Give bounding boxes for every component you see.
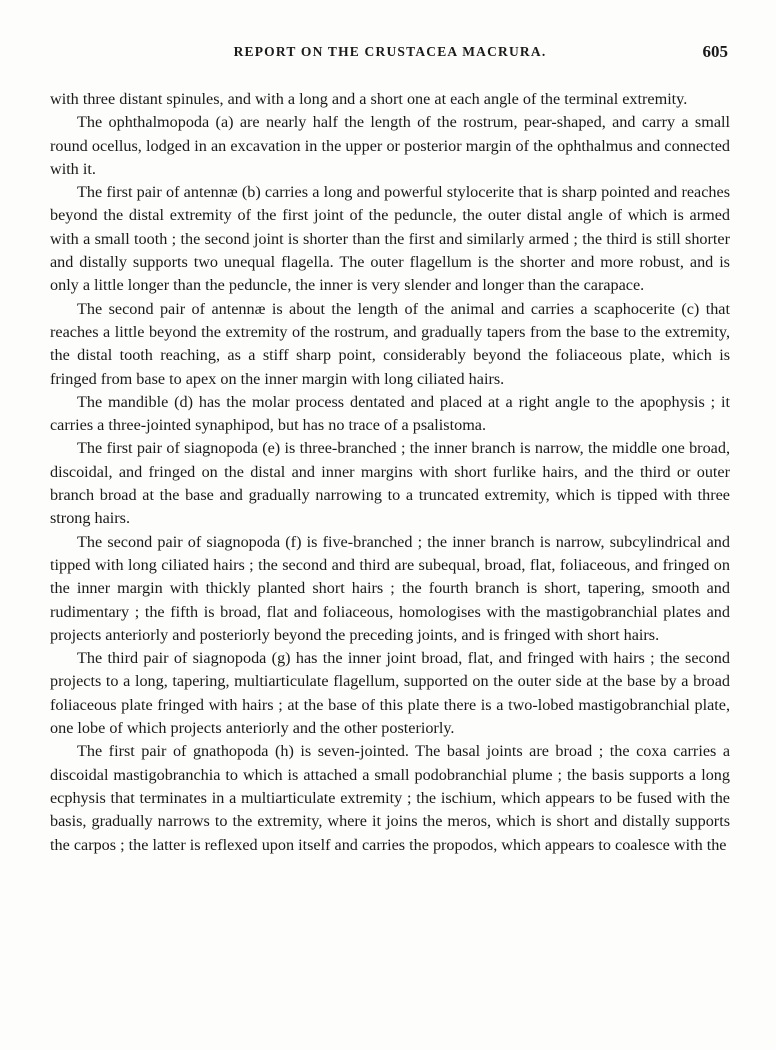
page-header bbox=[50, 40, 730, 68]
paragraph-first-siagnopoda: The first pair of siagnopoda (e) is three-branched ; the inner branch is narrow, the middle one broad, discoidal, and fringed on the distal and inner margins with short furlike hairs, and the third or outer branch broad at the base and gradually narrowing to a truncated extremity, which is tipped with three strong hairs. bbox=[50, 439, 730, 528]
paragraph-continued: with three distant spinules, and with a long and a short one at each angle of the terminal extremity. bbox=[50, 90, 688, 108]
paragraph-second-siagnopoda: The second pair of siagnopoda (f) is five-branched ; the inner branch is narrow, subcylindrical and tipped with long ciliated hairs ; the second and third are subequal, broad, flat, foliaceous, and fringed on the inner margin with thickly planted short hairs ; the fourth branch is short, tapering, smooth and rudimentary ; the fifth is broad, flat and foliaceous, homologises with the mastigobranchial plates and projects anteriorly and posteriorly beyond the preceding joints, and is fringed with short hairs. bbox=[50, 532, 730, 644]
paragraph-third-siagnopoda: The third pair of siagnopoda (g) has the inner joint broad, flat, and fringed with hairs ; the second projects to a long, tapering, multiarticulate flagellum, supported on the outer side at the base by a broad foliaceous plate fringed with hairs ; at the base of this plate there is a two-lobed mastigobranchial plate, one lobe of which projects anteriorly and the other posteriorly. bbox=[50, 649, 730, 738]
paragraph-mandible: The mandible (d) has the molar process dentated and placed at a right angle to the apophysis ; it carries a three-jointed synaphipod, but has no trace of a psalistoma. bbox=[50, 392, 730, 435]
paragraph-second-antennae: The second pair of antennæ is about the length of the animal and carries a scaphocerite (c) that reaches a little beyond the extremity of the rostrum, and gradually tapers from the base to the extremity, the distal tooth reaching, as a stiff sharp point, considerably beyond the foliaceous plate, which is fringed from base to apex on the inner margin with long ciliated hairs. bbox=[50, 299, 730, 388]
paragraph-first-antennae: The first pair of antennæ (b) carries a long and powerful stylocerite that is sharp pointed and reaches beyond the distal extremity of the first joint of the peduncle, the outer distal angle of which is armed with a small tooth ; the second joint is shorter than the first and similarly armed ; the third is still shorter and distally supports two unequal flagella. The outer flagellum is the shorter and more robust, and is only a little longer than the peduncle, the inner is very slender and longer than the carapace. bbox=[50, 183, 730, 295]
paragraph-first-gnathopoda: The first pair of gnathopoda (h) is seven-jointed. The basal joints are broad ; the coxa carries a discoidal mastigobranchia to which is attached a small podobranchial plume ; the basis supports a long ecphysis that terminates in a multiarticulate extremity ; the ischium, which appears to be fused with the basis, gradually narrows to the extremity, where it joins the meros, which is short and distally supports the carpos ; the latter is reflexed upon itself and carries the propodos, which appears to coalesce with the bbox=[50, 742, 730, 854]
page-number: 605 bbox=[702, 42, 728, 61]
body-text bbox=[50, 88, 730, 857]
running-title: REPORT ON THE CRUSTACEA MACRURA. bbox=[233, 44, 547, 59]
paragraph-ophthalmopoda: The ophthalmopoda (a) are nearly half the length of the rostrum, pear-shaped, and carry a small round ocellus, lodged in an excavation in the upper or posterior margin of the ophthalmus and connected with it. bbox=[50, 113, 730, 178]
